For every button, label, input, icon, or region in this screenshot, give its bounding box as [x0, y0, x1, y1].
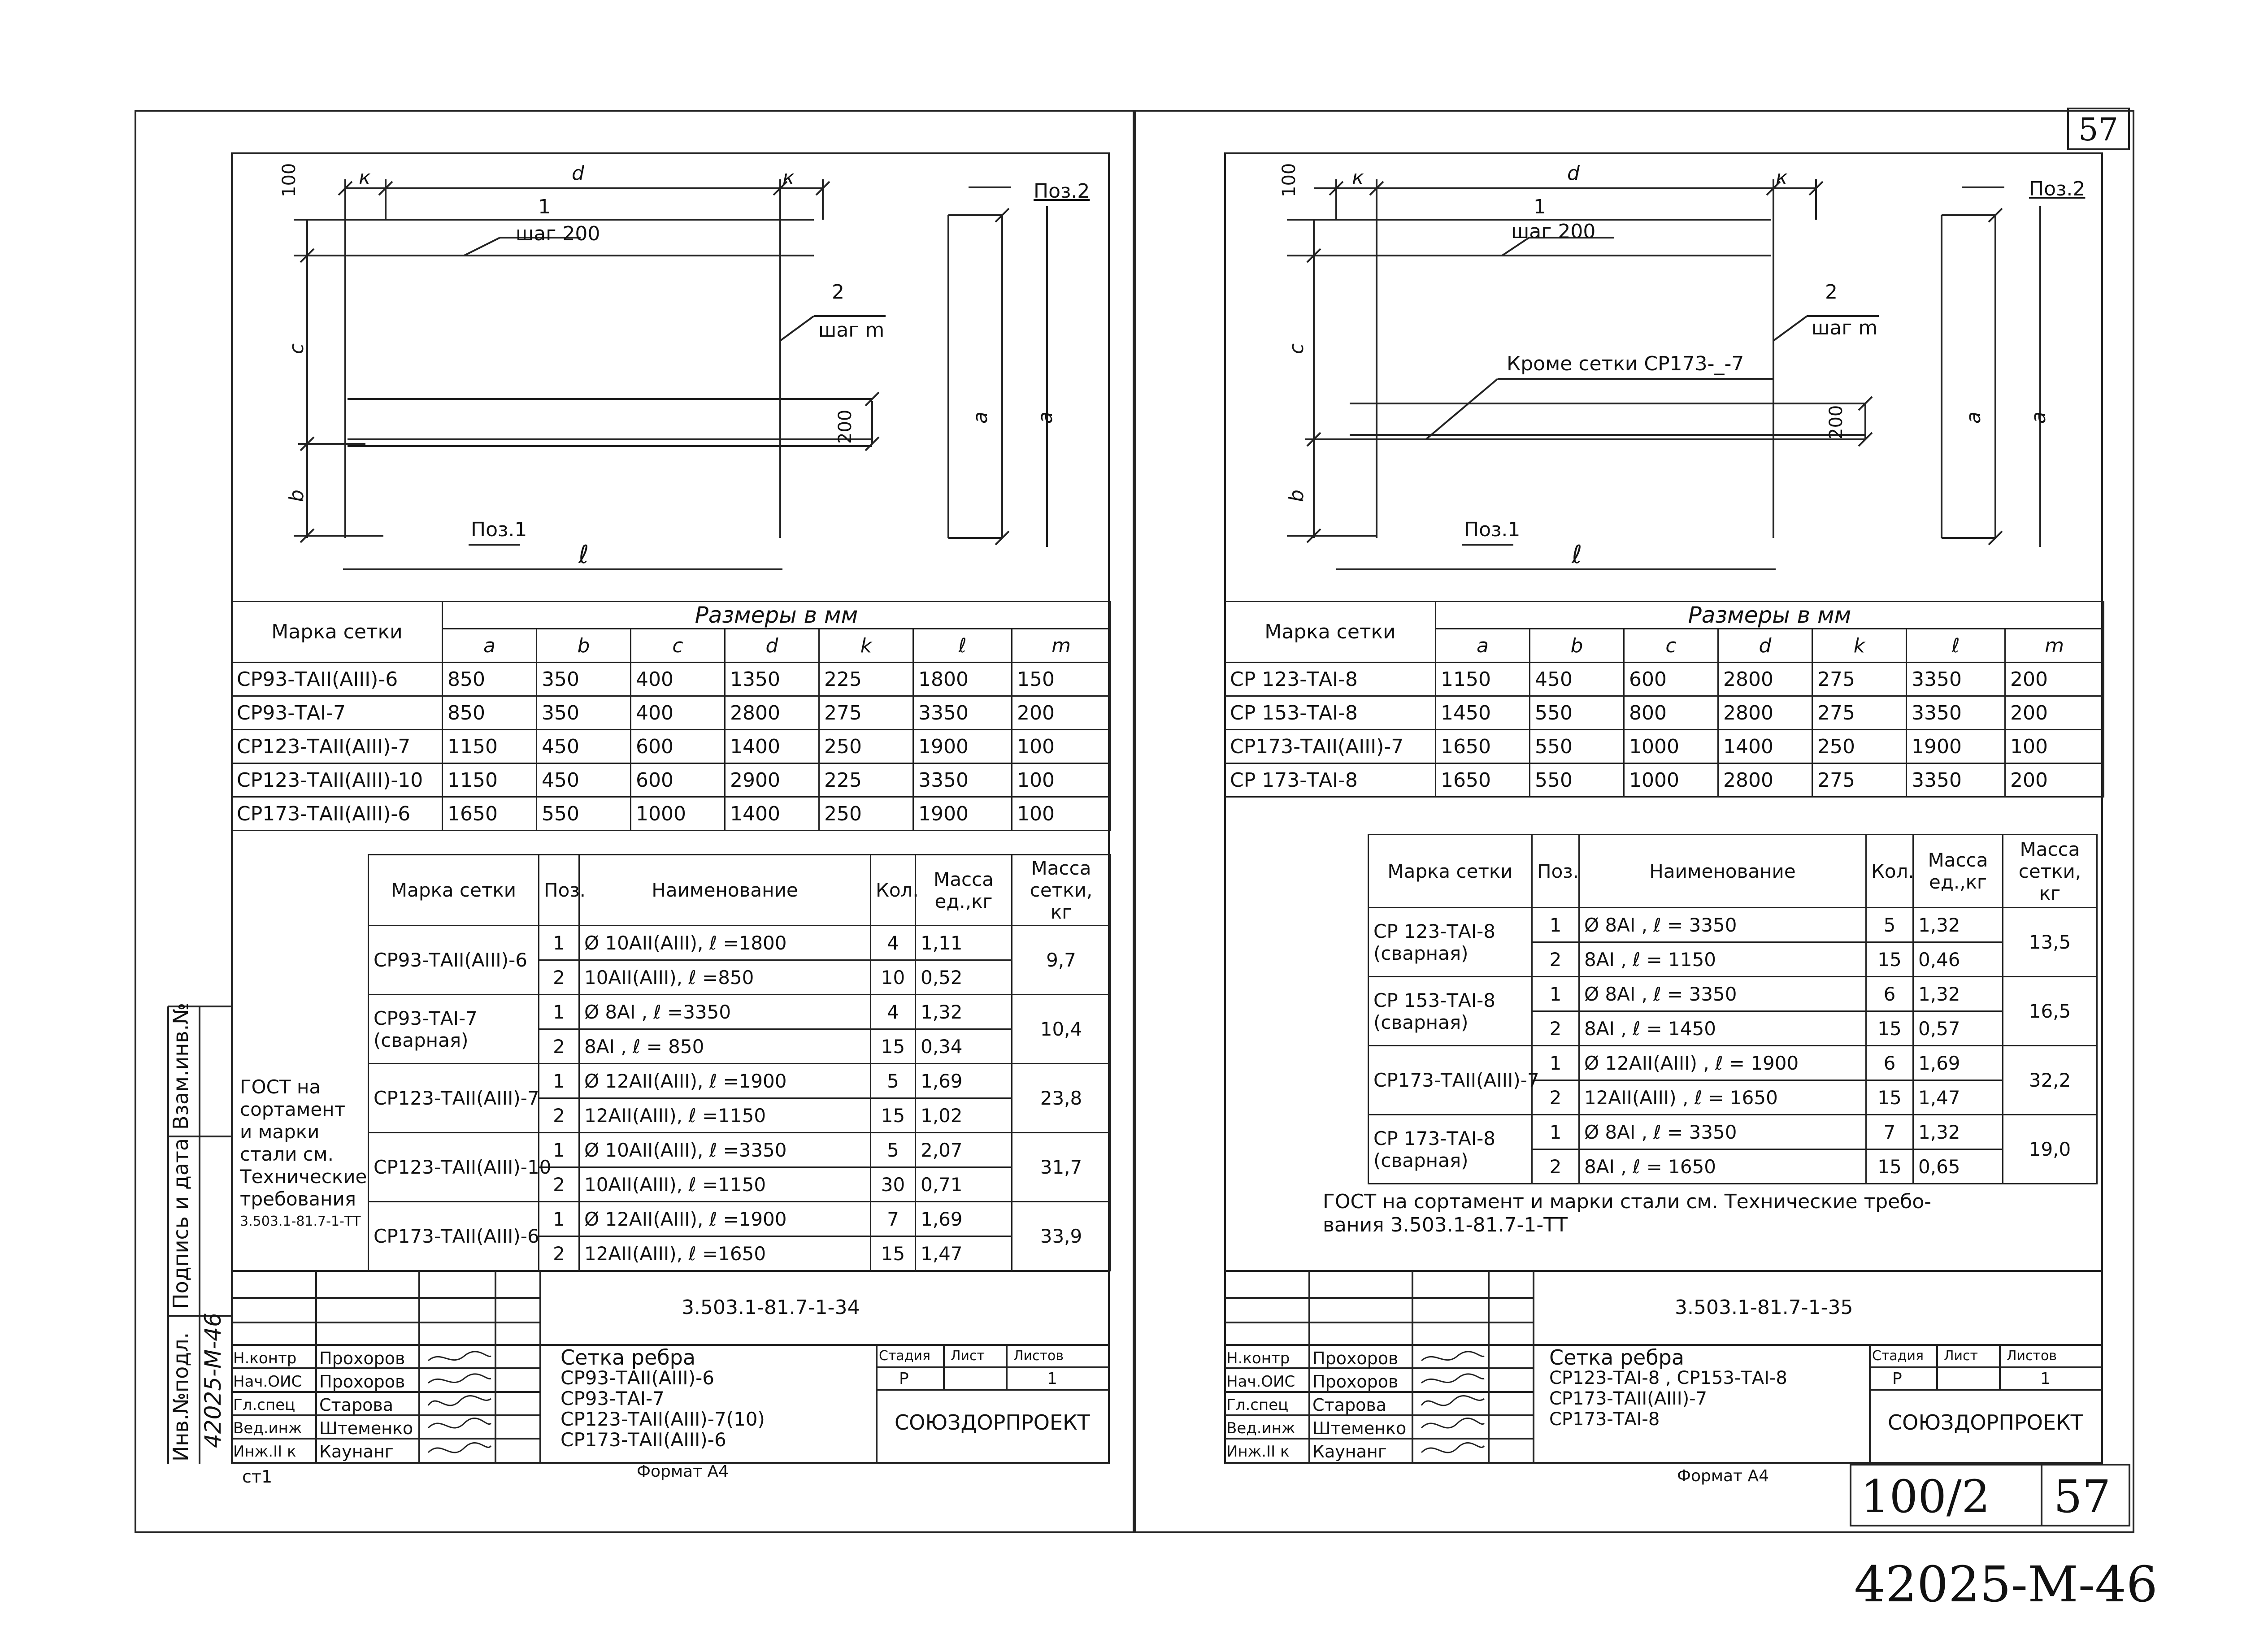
right-step-m: шаг m [1812, 317, 1878, 339]
right-spec-h-pos: Поз. [1532, 835, 1579, 908]
album-number: 100/2 [1861, 1470, 1990, 1523]
cell-mark: СР173-ТАII(АIII)-7 [1225, 730, 1436, 763]
spec-total: 23,8 [1012, 1064, 1111, 1133]
right-col-c: c [1624, 629, 1718, 663]
table-row: СР173-ТАII(АIII)-7 1 Ø 12АII(АIII) , ℓ = 1900 6 1,69 32,2 [1369, 1046, 2097, 1080]
cell-mark: СР123-ТАII(АIII)-7 [232, 730, 443, 763]
table-row: 2 8АI , ℓ = 1650 15 0,65 [1369, 1149, 2097, 1184]
cell: 1150 [443, 730, 537, 763]
right-dim-k1: к [1352, 166, 1364, 189]
left-roles: Н.контр Нач.ОИС Гл.спец Вед.инж Инж.II к [233, 1349, 302, 1461]
table-row: 2 8АI , ℓ = 1150 15 0,46 [1369, 942, 2097, 977]
left-dims-span-header: Размеры в мм [443, 602, 1111, 629]
left-dim-a2: a [1034, 412, 1057, 424]
spec-total: 9,7 [1012, 926, 1111, 995]
left-spec-h-mark: Марка сетки [369, 855, 539, 926]
left-pos2-number: 2 [832, 281, 844, 304]
cell: 800 [1624, 696, 1718, 730]
left-col-mark: Марка сетки [232, 602, 443, 663]
left-signatures [424, 1347, 495, 1464]
left-spec-h-name: Наименование [579, 855, 871, 926]
cell: 550 [537, 797, 631, 831]
right-col-d: d [1718, 629, 1812, 663]
cell: 200 [2005, 663, 2104, 696]
spec-mark: СР173-ТАII(АIII)-7 [1369, 1046, 1532, 1115]
left-sheets-header: Листов [1013, 1348, 1064, 1364]
table-row: СР 153-ТАI-8 (сварная) 1 Ø 8АI , ℓ = 3350 6 1,32 16,5 [1369, 977, 2097, 1011]
table-row: 2 12АII(АIII), ℓ =1150 15 1,02 [369, 1098, 1111, 1133]
cell: 275 [819, 696, 913, 730]
cell: 275 [1812, 763, 1907, 797]
left-dim-k2: к [782, 166, 795, 189]
right-dim-c: c [1285, 343, 1308, 354]
left-pos1-number: 1 [538, 195, 551, 218]
cell: 1650 [1436, 730, 1530, 763]
spec-mark: СР93-ТАI-7 (сварная) [369, 995, 539, 1064]
left-col-a: a [443, 629, 537, 663]
cell: 1400 [725, 730, 819, 763]
table-row: СР 173-ТАI-8 (сварная) 1 Ø 8АI , ℓ = 3350 7 1,32 19,0 [1369, 1115, 2097, 1149]
cell: 1150 [443, 763, 537, 797]
left-spec-h-mass-total: Масса сетки, кг [1012, 855, 1111, 926]
cell: 1900 [1907, 730, 2005, 763]
cell: 100 [1012, 763, 1111, 797]
left-dim-l: ℓ [578, 540, 589, 569]
spec-total: 32,2 [2003, 1046, 2097, 1115]
left-org: СОЮЗДОРПРОЕКТ [895, 1410, 1090, 1435]
right-mesh-drawing [1224, 152, 2103, 601]
left-dim-a1: a [969, 412, 992, 424]
right-spec-h-name: Наименование [1579, 835, 1866, 908]
archive-code: 42025-M-46 [1854, 1556, 2158, 1613]
right-gost-note: ГОСТ на сортамент и марки стали см. Технические требо- вания 3.503.1-81.7-1-ТТ [1323, 1190, 1932, 1236]
spec-mark: СР123-ТАII(АIII)-10 [369, 1133, 539, 1202]
cell: 1800 [913, 663, 1012, 696]
right-dim-100: 100 [1279, 163, 1299, 197]
right-format: Формат А4 [1677, 1467, 1769, 1485]
cell: 150 [1012, 663, 1111, 696]
cell-mark: СР123-ТАII(АIII)-10 [232, 763, 443, 797]
cell: 1900 [913, 797, 1012, 831]
cell: 400 [631, 696, 725, 730]
table-row [232, 797, 1111, 831]
cell: 550 [1530, 696, 1624, 730]
cell-mark: СР 173-ТАI-8 [1225, 763, 1436, 797]
right-step-200: шаг 200 [1511, 220, 1596, 243]
cell: 200 [2005, 763, 2104, 797]
album-sheet: 57 [2054, 1470, 2111, 1523]
cell: 100 [2005, 730, 2104, 763]
cell: 1000 [631, 797, 725, 831]
left-col-d: d [725, 629, 819, 663]
right-sheet-header: Лист [1944, 1348, 1978, 1364]
right-spec-table [1368, 834, 2098, 1184]
left-col-l: ℓ [913, 629, 1012, 663]
page-number: 57 [2078, 111, 2119, 148]
right-col-b: b [1530, 629, 1624, 663]
table-row: СР123-ТАII(АIII)-10 1 Ø 10АII(АIII), ℓ =3350 5 2,07 31,7 [369, 1133, 1111, 1167]
left-pos2-label: Поз.2 [1034, 180, 1090, 203]
table-row [1225, 696, 2104, 730]
left-step-200: шаг 200 [516, 222, 600, 245]
cell: 1350 [725, 663, 819, 696]
cell: 250 [819, 797, 913, 831]
left-dim-c: c [285, 343, 308, 354]
table-row: СР93-ТАII(АIII)-6 1 Ø 10АII(АIII), ℓ =1800 4 1,11 9,7 [369, 926, 1111, 960]
cell: 1000 [1624, 763, 1718, 797]
right-stage-header: Стадия [1872, 1348, 1924, 1364]
right-pos1-label: Поз.1 [1464, 518, 1521, 541]
spec-total: 16,5 [2003, 977, 2097, 1046]
cell: 450 [1530, 663, 1624, 696]
right-dim-a1: a [1962, 412, 1985, 424]
right-names: Прохоров Прохоров Старова Штеменко Каунанг [1312, 1348, 1407, 1461]
right-doc-code: 3.503.1-81.7-1-35 [1675, 1296, 1853, 1319]
cell: 600 [631, 763, 725, 797]
table-row: СР173-ТАII(АIII)-6 1 Ø 12АII(АIII), ℓ =1900 7 1,69 33,9 [369, 1202, 1111, 1236]
right-org: СОЮЗДОРПРОЕКТ [1888, 1410, 2083, 1435]
cell: 3350 [913, 763, 1012, 797]
cell: 550 [1530, 763, 1624, 797]
spec-total: 19,0 [2003, 1115, 2097, 1184]
spec-mark: СР 173-ТАI-8 (сварная) [1369, 1115, 1532, 1184]
cell: 2800 [1718, 763, 1812, 797]
cell: 2800 [1718, 663, 1812, 696]
table-row [1225, 730, 2104, 763]
left-pos1-label: Поз.1 [471, 518, 527, 541]
spec-mark: СР93-ТАII(АIII)-6 [369, 926, 539, 995]
left-dim-d: d [572, 162, 584, 185]
left-gost-note: ГОСТ на сортамент и марки стали см. Технические требования 3.503.1-81.7-1-ТТ [240, 1076, 367, 1229]
left-doc-code: 3.503.1-81.7-1-34 [682, 1296, 860, 1319]
cell: 2800 [725, 696, 819, 730]
table-row [1225, 663, 2104, 696]
right-spec-h-qty: Кол. [1866, 835, 1913, 908]
cell: 1150 [1436, 663, 1530, 696]
cell: 850 [443, 696, 537, 730]
left-spec-h-mass-unit: Масса ед.,кг [916, 855, 1012, 926]
right-dim-a2: a [2027, 412, 2050, 424]
cell: 1000 [1624, 730, 1718, 763]
cell: 250 [819, 730, 913, 763]
left-sheet-header: Лист [951, 1348, 985, 1364]
cell: 100 [1012, 797, 1111, 831]
table-row: 2 10АII(АIII), ℓ =850 10 0,52 [369, 960, 1111, 995]
right-spec-h-mass-total: Масса сетки, кг [2003, 835, 2097, 908]
table-row: 2 8АI , ℓ = 1450 15 0,57 [1369, 1011, 2097, 1046]
right-dims-span-header: Размеры в мм [1436, 602, 2104, 629]
left-mesh-drawing [231, 152, 1110, 601]
cell: 450 [537, 730, 631, 763]
left-step-m: шаг m [818, 319, 885, 342]
spec-mark: СР123-ТАII(АIII)-7 [369, 1064, 539, 1133]
table-row [232, 663, 1111, 696]
spec-mark: СР 153-ТАI-8 (сварная) [1369, 977, 1532, 1046]
right-dim-d: d [1567, 162, 1580, 185]
cell: 2800 [1718, 696, 1812, 730]
cell-mark: СР 123-ТАI-8 [1225, 663, 1436, 696]
cell: 1400 [725, 797, 819, 831]
right-sheets-value: 1 [2040, 1370, 2051, 1388]
right-pos2-label: Поз.2 [2029, 178, 2086, 200]
table-row: 2 8АI , ℓ = 850 15 0,34 [369, 1029, 1111, 1064]
right-spec-h-mass-unit: Масса ед.,кг [1913, 835, 2003, 908]
table-row [1225, 763, 2104, 797]
cell: 1900 [913, 730, 1012, 763]
right-col-a: a [1436, 629, 1530, 663]
right-except-note: Кроме сетки СР173-_-7 [1507, 352, 1744, 375]
left-corner-note: ст1 [242, 1467, 273, 1487]
spec-mark: СР 123-ТАI-8 (сварная) [1369, 908, 1532, 977]
table-row [232, 763, 1111, 797]
left-format: Формат А4 [637, 1462, 729, 1481]
cell: 3350 [1907, 696, 2005, 730]
table-row: СР123-ТАII(АIII)-7 1 Ø 12АII(АIII), ℓ =1900 5 1,69 23,8 [369, 1064, 1111, 1098]
cell: 225 [819, 663, 913, 696]
left-spec-h-qty: Кол. [871, 855, 916, 926]
cell: 3350 [913, 696, 1012, 730]
spec-total: 13,5 [2003, 908, 2097, 977]
right-dim-k2: к [1776, 166, 1788, 189]
spec-total: 33,9 [1012, 1202, 1111, 1271]
right-sheets-header: Листов [2007, 1348, 2057, 1364]
spec-total: 10,4 [1012, 995, 1111, 1064]
table-row: СР93-ТАI-7 (сварная) 1 Ø 8АI , ℓ =3350 4 1,32 10,4 [369, 995, 1111, 1029]
left-spec-table [368, 854, 1111, 1271]
cell: 200 [2005, 696, 2104, 730]
table-row [232, 730, 1111, 763]
right-col-m: m [2005, 629, 2104, 663]
right-col-mark: Марка сетки [1225, 602, 1436, 663]
left-dim-100: 100 [279, 163, 300, 197]
cell-mark: СР 153-ТАI-8 [1225, 696, 1436, 730]
right-dim-b: b [1285, 490, 1308, 502]
table-row: 2 12АII(АIII), ℓ =1650 15 1,47 [369, 1236, 1111, 1271]
right-signatures [1417, 1347, 1489, 1464]
right-title-text: Сетка ребра СР123-ТАI-8 , СР153-ТАI-8 СР173-ТАII(АIII)-7 СР173-ТАI-8 [1549, 1345, 1787, 1430]
cell: 2900 [725, 763, 819, 797]
cell: 1650 [1436, 763, 1530, 797]
cell: 1650 [443, 797, 537, 831]
left-col-c: c [631, 629, 725, 663]
left-side-number: 42025-М-46 [200, 1313, 226, 1448]
cell: 1450 [1436, 696, 1530, 730]
left-stamp-sign: Подпись и дата [169, 1138, 193, 1309]
left-col-b: b [537, 629, 631, 663]
right-dim-200: 200 [1826, 405, 1847, 439]
cell: 3350 [1907, 663, 2005, 696]
left-stamp-inv: Инв.№подл. [169, 1332, 193, 1461]
cell: 350 [537, 696, 631, 730]
left-dimensions-table [231, 601, 1111, 831]
right-dim-l: ℓ [1572, 540, 1582, 569]
cell: 400 [631, 663, 725, 696]
cell: 550 [1530, 730, 1624, 763]
table-row: 2 10АII(АIII), ℓ =1150 30 0,71 [369, 1167, 1111, 1202]
cell: 225 [819, 763, 913, 797]
right-col-k: k [1812, 629, 1907, 663]
cell: 600 [631, 730, 725, 763]
left-names: Прохоров Прохоров Старова Штеменко Каунанг [319, 1348, 413, 1461]
cell: 600 [1624, 663, 1718, 696]
left-col-m: m [1012, 629, 1111, 663]
table-row: СР 123-ТАI-8 (сварная) 1 Ø 8АI , ℓ = 3350 5 1,32 13,5 [1369, 908, 2097, 942]
cell: 250 [1812, 730, 1907, 763]
spec-mark: СР173-ТАII(АIII)-6 [369, 1202, 539, 1271]
cell: 275 [1812, 663, 1907, 696]
left-spec-h-pos: Поз. [539, 855, 579, 926]
cell: 3350 [1907, 763, 2005, 797]
right-pos2-number: 2 [1825, 281, 1838, 304]
left-stamp-replace: Взам.инв.№ [169, 1002, 193, 1130]
left-stage-value: Р [899, 1370, 909, 1388]
right-col-l: ℓ [1907, 629, 2005, 663]
cell: 350 [537, 663, 631, 696]
cell-mark: СР93-ТАI-7 [232, 696, 443, 730]
left-dim-k1: к [359, 166, 371, 189]
cell: 1400 [1718, 730, 1812, 763]
right-pos1-number: 1 [1534, 195, 1546, 218]
cell-mark: СР173-ТАII(АIII)-6 [232, 797, 443, 831]
cell: 850 [443, 663, 537, 696]
left-col-k: k [819, 629, 913, 663]
right-stage-value: Р [1892, 1370, 1902, 1388]
cell-mark: СР93-ТАII(АIII)-6 [232, 663, 443, 696]
left-title-text: Сетка ребра СР93-ТАII(АIII)-6 СР93-ТАI-7 СР123-ТАII(АIII)-7(10) СР173-ТАII(АIII)-6 [560, 1345, 765, 1451]
table-row [232, 696, 1111, 730]
right-spec-h-mark: Марка сетки [1369, 835, 1532, 908]
right-dimensions-table [1224, 601, 2104, 798]
right-roles: Н.контр Нач.ОИС Гл.спец Вед.инж Инж.II к [1226, 1349, 1295, 1461]
cell: 275 [1812, 696, 1907, 730]
cell: 100 [1012, 730, 1111, 763]
spec-total: 31,7 [1012, 1133, 1111, 1202]
left-stage-header: Стадия [879, 1348, 931, 1364]
cell: 450 [537, 763, 631, 797]
table-row: 2 12АII(АIII) , ℓ = 1650 15 1,47 [1369, 1080, 2097, 1115]
cell: 200 [1012, 696, 1111, 730]
left-dim-200: 200 [835, 409, 856, 444]
left-sheets-value: 1 [1047, 1370, 1057, 1388]
left-dim-b: b [285, 490, 308, 502]
